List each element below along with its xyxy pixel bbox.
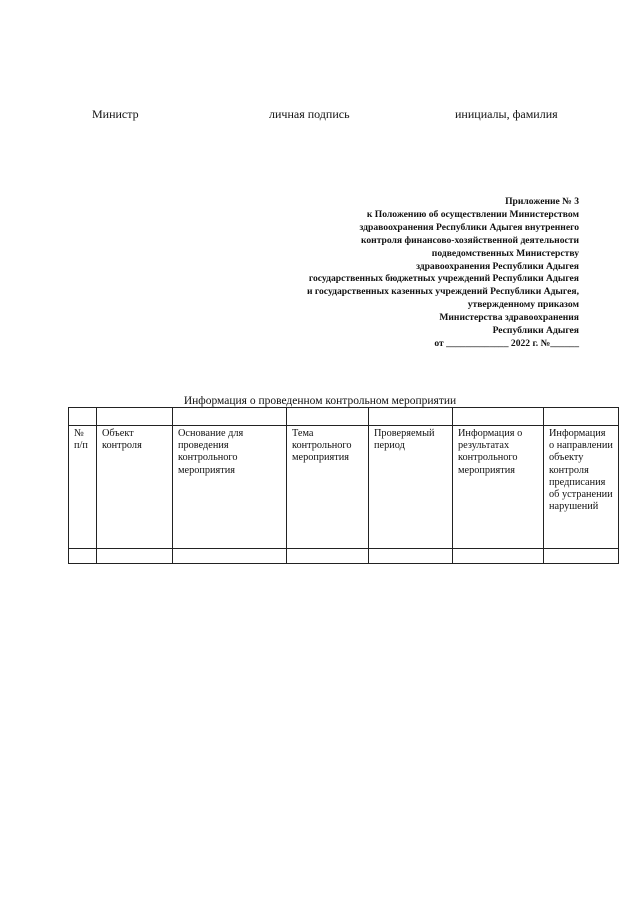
table-cell [544,549,619,564]
table-cell [173,549,287,564]
table-cell [544,408,619,426]
table-cell [369,549,453,564]
signature-initials-surname: инициалы, фамилия [455,107,558,121]
header-basis: Основание для проведения контрольного мероприятия [173,426,287,549]
appendix-line: государственных бюджетных учреждений Республики Адыгея [308,273,579,285]
appendix-line: к Положению об осуществлении Министерством [366,208,579,220]
header-number: № п/п [69,426,97,549]
appendix-line: от _____________ 2022 г. №______ [434,337,579,349]
header-results: Информация о результатах контрольного мероприятия [453,426,544,549]
table-cell [287,549,369,564]
table-cell [69,408,97,426]
table-cell [97,408,173,426]
table-cell [453,549,544,564]
table-cell [173,408,287,426]
header-topic: Тема контрольного мероприятия [287,426,369,549]
appendix-line: Приложение № 3 [505,196,579,207]
header-control-object: Объект контроля [97,426,173,549]
appendix-line: подведомственных Министерству [431,247,579,259]
control-info-table [68,407,619,564]
signature-line [0,106,640,122]
table-row-empty [69,408,619,426]
header-period: Проверяемый период [369,426,453,549]
appendix-line: утвержденному приказом [467,299,579,311]
appendix-line: Министерства здравоохранения [439,312,579,324]
signature-position: Министр [92,107,139,121]
table-cell [287,408,369,426]
table-cell [69,549,97,564]
table-header-row [69,426,619,549]
table-cell [97,549,173,564]
table-title: Информация о проведенном контрольном мероприятии [183,395,457,407]
header-prescription: Информация о направлении объекту контроля предписания об устранении нарушений [544,426,619,549]
signature-personal-sign: личная подпись [269,107,350,121]
appendix-line: здравоохранения Республики Адыгея внутреннего [359,221,579,233]
appendix-line: контроля финансово-хозяйственной деятельности [360,234,579,246]
table-row-empty [69,549,619,564]
table-cell [453,408,544,426]
appendix-line: здравоохранения Республики Адыгея [416,260,579,272]
appendix-line: Республики Адыгея [492,325,579,337]
appendix-heading [199,196,579,351]
appendix-line: и государственных казенных учреждений Республики Адыгея, [306,286,579,298]
table-cell [369,408,453,426]
